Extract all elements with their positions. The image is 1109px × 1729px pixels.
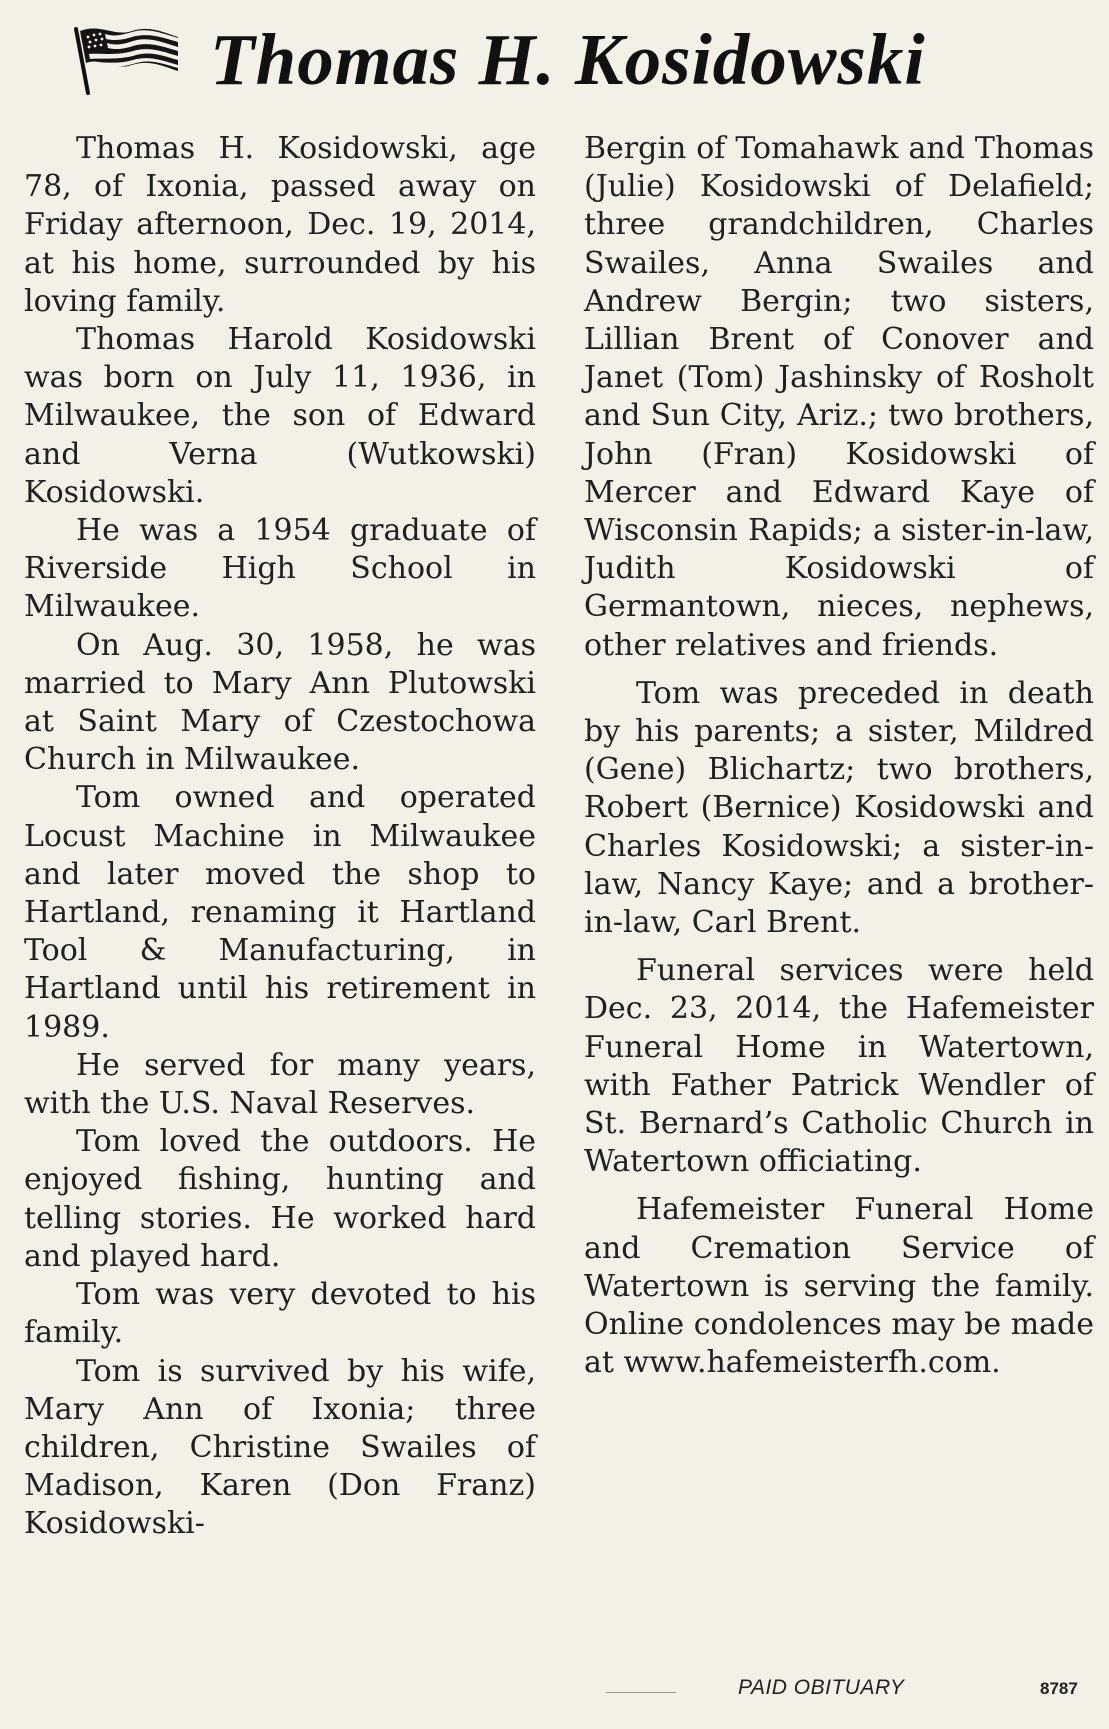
paragraph: Thomas H. Kosidowski, age 78, of Ixonia, passed away on Friday afternoon, Dec. 19, 2014, at his home, surrounded by his loving family. bbox=[24, 131, 536, 319]
paragraph: Bergin of Tomahawk and Thomas (Julie) Kosidowski of Delafield; three grandchildren, Charles Swailes, Anna Swailes and Andrew Bergin; two sisters, Lillian Brent of Conover and Janet (Tom) Jashinsky of Rosholt and Sun City, Ariz.; two brothers, John (Fran) Kosidowski of Mercer and Edward Kaye of Wisconsin Rapids; a sister-in-law, Judith Kosidowski of Germantown, nieces, nephews, other relatives and friends. bbox=[584, 131, 1094, 663]
paragraph: Tom was very devoted to his family. bbox=[24, 1277, 536, 1351]
obituary-footer bbox=[0, 1676, 1109, 1706]
right-column bbox=[584, 130, 1094, 1383]
paid-obituary-label: PAID OBITUARY bbox=[738, 1676, 905, 1699]
paragraph: Tom loved the outdoors. He enjoyed fishing, hunting and telling stories. He worked hard and played hard. bbox=[24, 1124, 536, 1274]
paragraph: Hafemeister Funeral Home and Cremation Service of Watertown is serving the family. Online condolences may be made at www.hafemeisterfh.com. bbox=[584, 1192, 1094, 1381]
paragraph: He was a 1954 graduate of Riverside High School in Milwaukee. bbox=[24, 513, 536, 625]
paragraph: Tom is survived by his wife, Mary Ann of Ixonia; three children, Christine Swailes of Madison, Karen (Don Franz) Kosidowski- bbox=[24, 1353, 536, 1542]
ad-code: 8787 bbox=[1040, 1679, 1078, 1698]
obituary-heading bbox=[70, 14, 1070, 104]
paragraph: Tom was preceded in death by his parents; a sister, Mildred (Gene) Blichartz; two brothers, Robert (Bernice) Kosidowski and Charles Kosidowski; a sister-in-law, Nancy Kaye; and a brother-in-law, Carl Brent. bbox=[584, 675, 1094, 941]
footer-divider bbox=[606, 1692, 676, 1693]
paragraph: On Aug. 30, 1958, he was married to Mary Ann Plutowski at Saint Mary of Czestochowa Church in Milwaukee. bbox=[24, 627, 536, 778]
paragraph: Funeral services were held Dec. 23, 2014, the Hafemeister Funeral Home in Watertown, with Father Patrick Wendler of St. Bernard’s Catholic Church in Watertown officiating. bbox=[584, 953, 1094, 1180]
american-flag-icon bbox=[70, 23, 182, 95]
paragraph: He served for many years, with the U.S. Naval Reserves. bbox=[24, 1047, 536, 1122]
paragraph: Thomas Harold Kosidowski was born on July 11, 1936, in Milwaukee, the son of Edward and Verna (Wutkowski) Kosidowski. bbox=[24, 322, 536, 510]
paragraph: Tom owned and operated Locust Machine in Milwaukee and later moved the shop to Hartland, renaming it Hartland Tool & Manufacturing, in Hartland until his retirement in 1989. bbox=[24, 780, 536, 1045]
obituary-title: Thomas H. Kosidowski bbox=[210, 18, 926, 100]
left-column bbox=[24, 130, 536, 1544]
